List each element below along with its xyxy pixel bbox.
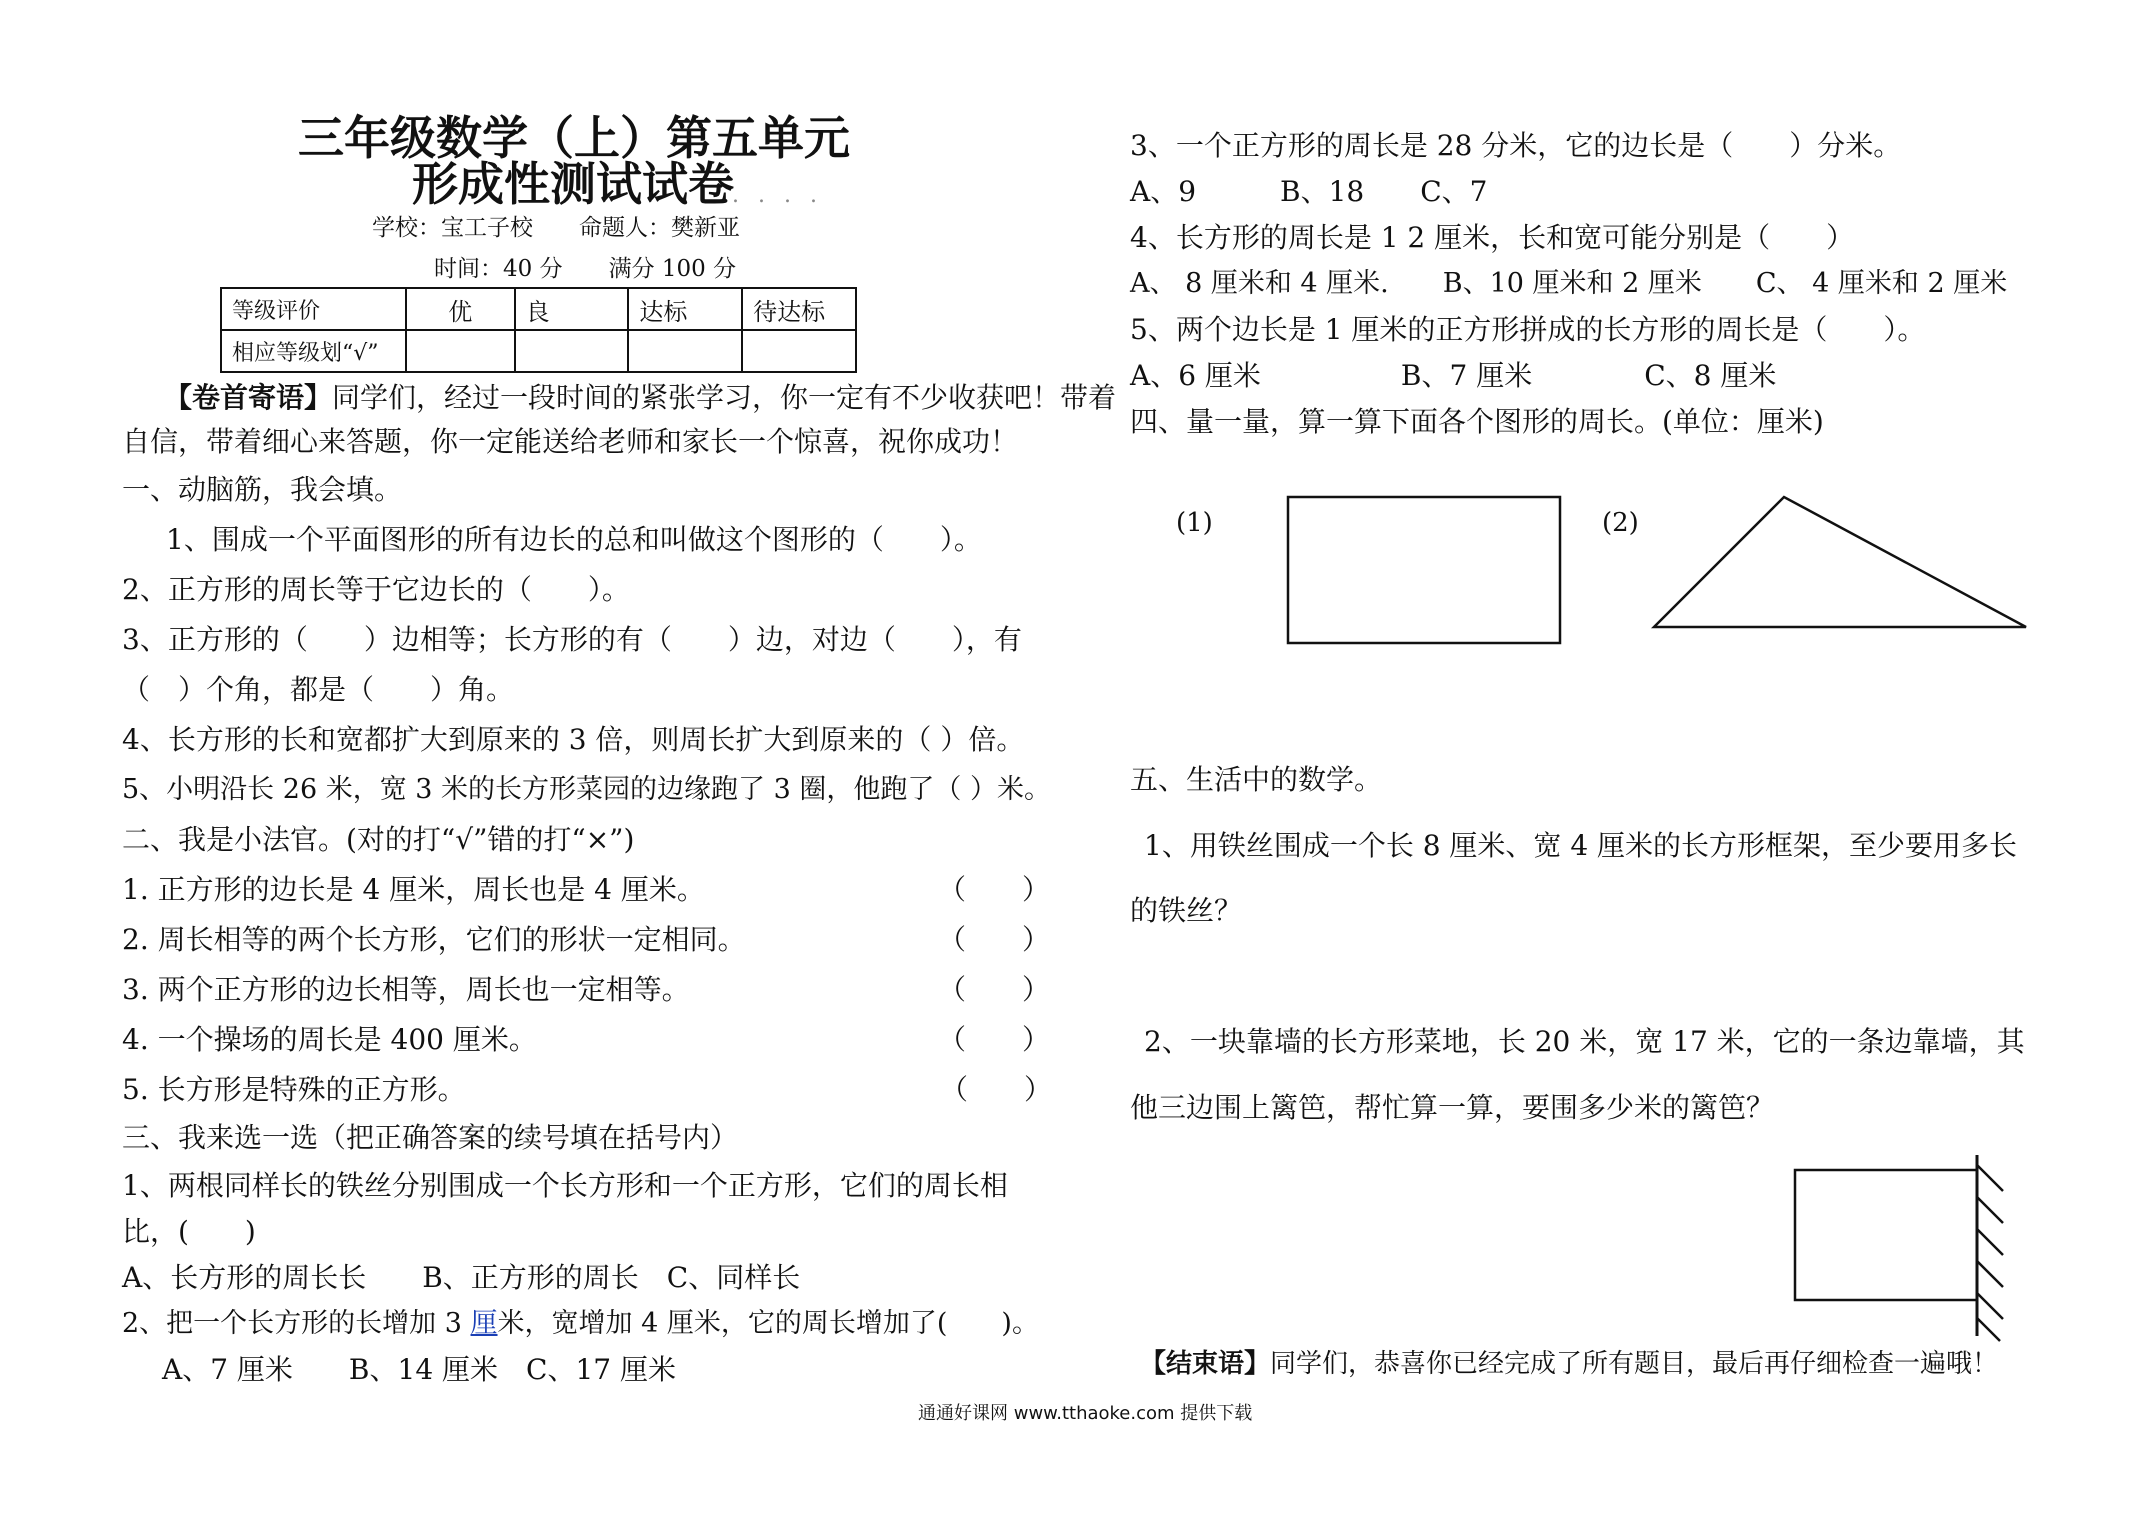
section5-q1-line1: 1、用铁丝围成一个长 8 厘米、宽 4 厘米的长方形框架，至少要用多长 <box>1144 829 2018 862</box>
section2-answer-paren-3[interactable]: （ ） <box>938 973 1051 1006</box>
grade-cell-excellent: 优 <box>406 288 515 330</box>
figure1-label: (1) <box>1176 508 1213 538</box>
section1-q4: 4、长方形的长和宽都扩大到原来的 3 倍，则周长扩大到原来的（ ）倍。 <box>122 723 1025 756</box>
grade-cell-pass: 达标 <box>628 288 742 330</box>
section3-q2-before: 2、把一个长方形的长增加 3 <box>122 1308 471 1339</box>
section3-q2-options: A、7 厘米 B、14 厘米 C、17 厘米 <box>162 1353 676 1386</box>
section5-q2-line1: 2、一块靠墙的长方形菜地，长 20 米，宽 17 米，它的一条边靠墙，其 <box>1144 1025 2025 1058</box>
garden-wall-diagram <box>1795 1155 2003 1341</box>
foreword-line1: 同学们，经过一段时间的紧张学习，你一定有不少收获吧！带着 <box>332 381 1117 414</box>
foreword-line2: 自信，带着细心来答题，你一定能送给老师和家长一个惊喜，祝你成功！ <box>122 425 1019 458</box>
section3-q1-line1: 1、两根同样长的铁丝分别围成一个长方形和一个正方形，它们的周长相 <box>122 1169 1008 1202</box>
section2-answer-paren-2[interactable]: （ ） <box>938 923 1051 956</box>
section3-q2-link[interactable]: 厘 <box>470 1308 498 1339</box>
section3-q4-options: A、 8 厘米和 4 厘米. B、10 厘米和 2 厘米 C、 4 厘米和 2 厘米 <box>1130 268 2008 299</box>
vegetable-garden-rectangle <box>1795 1170 1977 1300</box>
section1-q1: 1、围成一个平面图形的所有边长的总和叫做这个图形的（ ）。 <box>166 523 982 556</box>
section2-heading: 二、我是小法官。(对的打“√”错的打“×”) <box>122 823 635 856</box>
closing-label: 【结束语】 <box>1140 1349 1271 1379</box>
section3-heading: 三、我来选一选（把正确答案的续号填在括号内） <box>122 1121 739 1154</box>
figure2-label: (2) <box>1602 508 1639 538</box>
title-line2: 形成性测试试卷 <box>412 157 734 211</box>
section2-item-2: 2. 周长相等的两个长方形，它们的形状一定相同。 <box>122 923 746 956</box>
section3-q1-options: A、长方形的周长长 B、正方形的周长 C、同样长 <box>122 1261 801 1294</box>
section5-heading: 五、生活中的数学。 <box>1130 763 1383 796</box>
section2-answer-paren-1[interactable]: （ ） <box>938 873 1051 906</box>
section3-q2-after: 米，宽增加 4 厘米，它的周长增加了( )。 <box>497 1308 1039 1339</box>
section5-q1-line2: 的铁丝？ <box>1130 894 1243 927</box>
section2-item-5: 5. 长方形是特殊的正方形。 <box>122 1073 466 1106</box>
grade-mark-label: 相应等级划“√” <box>221 330 406 372</box>
section5-q2-line2: 他三边围上篱笆，帮忙算一算，要围多少米的篱笆？ <box>1130 1091 1775 1124</box>
footer-source: 通通好课网 www.tthaoke.com 提供下载 <box>918 1403 1253 1424</box>
wall-hatching <box>1977 1165 2003 1341</box>
section2-answer-paren-5[interactable]: （ ） <box>940 1073 1053 1106</box>
section1-q2: 2、正方形的周长等于它边长的（ ）。 <box>122 573 630 606</box>
grade-cell-label: 等级评价 <box>221 288 406 330</box>
section4-heading: 四、量一量，算一算下面各个图形的周长。(单位：厘米) <box>1130 405 1824 438</box>
section3-q3-options: A、9 B、18 C、7 <box>1130 175 1488 208</box>
section2-item-3: 3. 两个正方形的边长相等，周长也一定相等。 <box>122 973 690 1006</box>
section2-item-1: 1. 正方形的边长是 4 厘米，周长也是 4 厘米。 <box>122 873 705 906</box>
section3-q4: 4、长方形的周长是 1 2 厘米，长和宽可能分别是（ ） <box>1130 221 1855 254</box>
grade-cell-pending: 待达标 <box>742 288 856 330</box>
section1-q3-line2: （ ）个角，都是（ ）角。 <box>122 673 515 706</box>
section3-q5-options: A、6 厘米 B、7 厘米 C、8 厘米 <box>1130 359 1777 392</box>
figure1-rectangle <box>1288 497 1560 643</box>
section2-answer-paren-4[interactable]: （ ） <box>938 1023 1051 1056</box>
foreword-label: 【卷首寄语】 <box>164 381 333 414</box>
grade-cell-good: 良 <box>515 288 629 330</box>
figure2-triangle <box>1654 497 2026 627</box>
section3-q5: 5、两个边长是 1 厘米的正方形拼成的长方形的周长是（ ）。 <box>1130 313 1926 346</box>
section1-heading: 一、动脑筋，我会填。 <box>122 473 403 506</box>
section3-q1-line2: 比，( ) <box>122 1215 256 1248</box>
title-line1: 三年级数学（上）第五单元 <box>298 111 850 165</box>
closing-text: 同学们，恭喜你已经完成了所有题目，最后再仔细检查一遍哦！ <box>1270 1349 1999 1379</box>
section1-q3-line1: 3、正方形的（ ）边相等；长方形的有（ ）边，对边（ ），有 <box>122 623 1022 656</box>
section3-q3: 3、一个正方形的周长是 28 分米，它的边长是（ ）分米。 <box>1130 129 1902 162</box>
school-line: 学校：宝工子校 命题人：樊新亚 <box>372 215 740 241</box>
section2-item-4: 4. 一个操场的周长是 400 厘米。 <box>122 1023 537 1056</box>
time-line: 时间：40 分 满分 100 分 <box>434 256 737 282</box>
dot-decoration: . . . . <box>732 183 823 208</box>
section1-q5: 5、小明沿长 26 米，宽 3 米的长方形菜园的边缘跑了 3 圈，他跑了（ ）米。 <box>122 774 1051 805</box>
